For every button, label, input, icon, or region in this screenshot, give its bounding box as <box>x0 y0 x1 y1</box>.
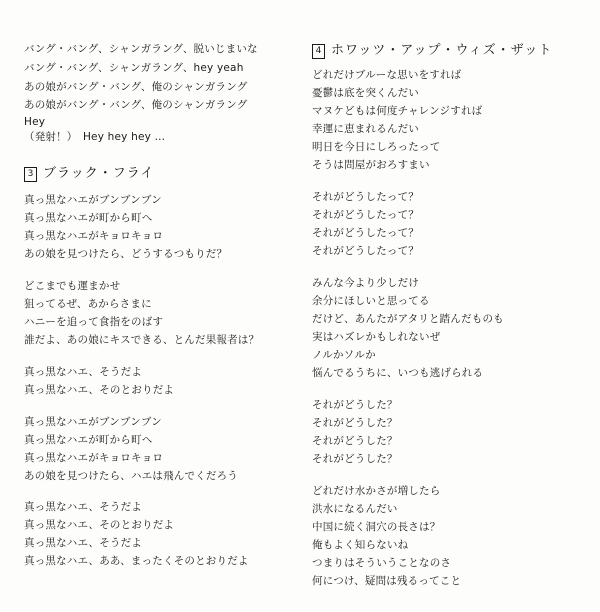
track-number: 4 <box>312 44 325 59</box>
lyric-line: それがどうしたって？ <box>312 191 419 203</box>
lyric-line: あの娘を見つけたら、どうするつもりだ？ <box>24 248 228 260</box>
lyric-line: それがどうした？ <box>312 417 398 429</box>
song-heading <box>24 165 154 183</box>
song-title: ホワッツ・アップ・ウィズ・ザット <box>331 43 553 58</box>
lyric-line: ハニーを追って食指をのばす <box>24 316 164 328</box>
lyric-line: みんな今より少しだけ <box>312 277 419 289</box>
lyric-line: どれだけ水かさが増したら <box>312 485 441 497</box>
intro-line: あの娘がバング・バング、俺のシャンガラング <box>24 81 248 93</box>
lyric-line: 真っ黒なハエ、そうだよ <box>24 501 143 513</box>
intro-line: Hey <box>24 116 46 128</box>
lyric-line: 真っ黒なハエがキョロキョロ <box>24 452 164 464</box>
lyric-line: 誰だよ、あの娘にキスできる、とんだ果報者は？ <box>24 334 260 346</box>
lyric-line: マヌケどもは何度チャレンジすれば <box>312 105 483 117</box>
lyric-line: 悩んでるうちに、いつも逃げられる <box>312 367 484 379</box>
lyric-line: そうは問屋がおろすまい <box>312 159 430 171</box>
lyric-line: それがどうしたって？ <box>312 209 419 221</box>
lyric-line: ノルかソルか <box>312 349 376 361</box>
intro-line: （発射！） Hey hey hey ... <box>24 131 166 143</box>
lyric-line: 憂鬱は底を突くんだい <box>312 87 419 99</box>
lyric-line: 真っ黒なハエが町から町へ <box>24 434 153 446</box>
lyric-line: 真っ黒なハエ、そのとおりだよ <box>24 519 175 531</box>
lyric-line: 真っ黒なハエ、そのとおりだよ <box>24 384 175 396</box>
lyric-line: それがどうしたって？ <box>312 245 419 257</box>
lyric-line: それがどうしたって？ <box>312 227 419 239</box>
song-heading <box>312 42 552 60</box>
lyric-line: 真っ黒なハエがキョロキョロ <box>24 230 164 242</box>
lyric-line: 洪水になるんだい <box>312 503 398 515</box>
lyric-line: どれだけブルーな思いをすれば <box>312 69 462 81</box>
lyric-line: 俺もよく知らないね <box>312 539 409 551</box>
lyric-line: 真っ黒なハエがブンブンブン <box>24 194 162 206</box>
intro-line: あの娘がバング・バング、俺のシャンガラング <box>24 99 248 111</box>
lyric-line: 真っ黒なハエ、ああ、まったくそのとおりだよ <box>24 555 249 567</box>
lyric-line: 真っ黒なハエ、そうだよ <box>24 366 143 378</box>
track-number: 3 <box>24 167 37 182</box>
lyric-line: 真っ黒なハエが町から町へ <box>24 212 153 224</box>
intro-line: バング・バング、シャンガラング、hey yeah <box>24 62 244 74</box>
lyric-line: どこまでも運まかせ <box>24 280 121 292</box>
lyric-line: 明日を今日にしろったって <box>312 141 441 153</box>
lyric-line: あの娘を見つけたら、ハエは飛んでくだろう <box>24 470 238 482</box>
lyric-line: つまりはそういうことなのさ <box>312 557 452 569</box>
lyric-line: 真っ黒なハエ、そうだよ <box>24 537 143 549</box>
lyric-line: それがどうした？ <box>312 399 398 411</box>
lyric-line: 真っ黒なハエがブンブンブン <box>24 416 162 428</box>
lyric-line: それがどうした？ <box>312 435 398 447</box>
lyric-line: 中国に続く洞穴の長さは？ <box>312 521 441 533</box>
lyric-line: それがどうした？ <box>312 453 398 465</box>
lyric-line: 余分にほしいと思ってる <box>312 295 430 307</box>
lyric-line: 狙ってるぜ、あからさまに <box>24 298 152 310</box>
lyric-line: 幸運に恵まれるんだい <box>312 123 419 135</box>
song-title: ブラック・フライ <box>43 166 155 181</box>
lyric-line: だけど、あんたがアタリと踏んだものも <box>312 313 504 325</box>
lyric-line: 何につけ、疑問は残るってこと <box>312 575 462 587</box>
lyric-line: 実はハズレかもしれないぜ <box>312 331 441 343</box>
intro-line: バング・バング、シャンガラング、脱いじまいな <box>24 43 258 55</box>
